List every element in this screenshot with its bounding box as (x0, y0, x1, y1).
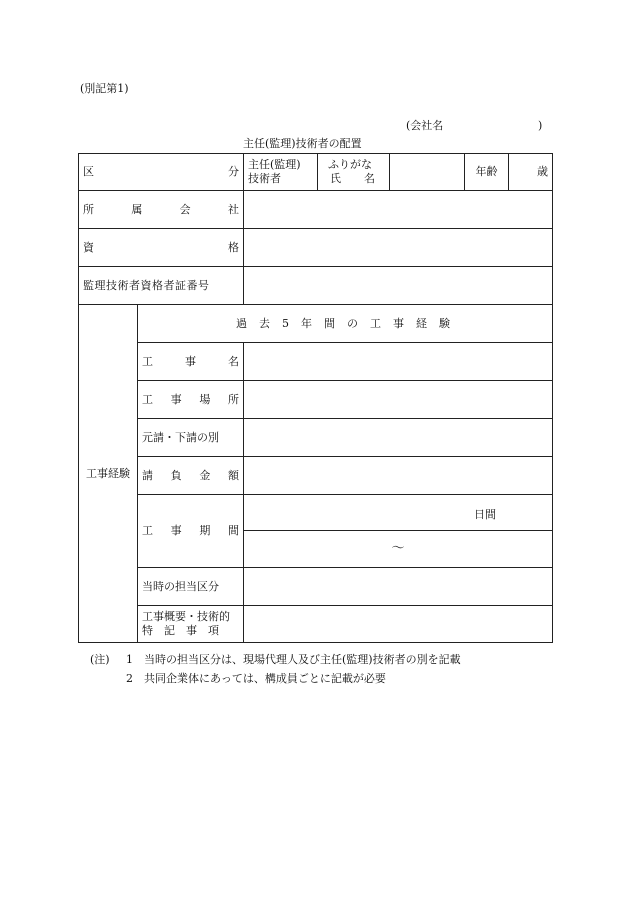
qualification-row (79, 229, 553, 267)
notes (90, 650, 461, 688)
label-char: 請 (142, 468, 153, 482)
name-label-cell (318, 154, 390, 191)
label-char: 会 (179, 202, 191, 216)
note-number: 1 (126, 653, 133, 666)
label-char: 社 (227, 202, 239, 216)
name-char: 名 (364, 172, 375, 185)
name-value-cell[interactable] (390, 154, 465, 191)
period-days-cell[interactable] (244, 495, 553, 531)
label-char: 期 (199, 524, 211, 538)
contract-amount-value[interactable] (244, 457, 553, 495)
company-affiliation-label (79, 191, 244, 229)
project-location-value[interactable] (244, 381, 553, 419)
note-item (90, 650, 461, 669)
contract-type-label: 元請・下請の別 (138, 419, 244, 457)
contract-amount-label (138, 457, 244, 495)
qualification-value[interactable] (244, 229, 553, 267)
note-mark: (注) (90, 653, 110, 666)
engineer-role-cell (244, 154, 318, 191)
label-char: 名 (228, 354, 239, 368)
page-title: 主任(監理)技術者の配置 (243, 137, 362, 150)
document-reference: (別記第1) (80, 82, 129, 95)
past-experience-title: 過去5年間の工事経験 (138, 305, 553, 343)
days-label: 日間 (474, 508, 496, 521)
furigana-label: ふりがな (328, 158, 372, 172)
header-row (79, 154, 553, 191)
name-char: 氏 (330, 172, 341, 185)
summary-line1: 工事概要・技術的 (142, 610, 230, 624)
note-text: 共同企業体にあっては、構成員ごとに記載が必要 (144, 672, 386, 685)
category-char: 区 (83, 165, 94, 179)
label-char: 事 (170, 524, 182, 538)
label-char: 属 (131, 202, 143, 216)
label-char: 額 (227, 468, 239, 482)
company-name-label: (会社名 (406, 119, 444, 132)
company-name-field (406, 119, 543, 132)
age-label: 年齢 (465, 154, 509, 191)
label-char: 事 (185, 354, 196, 368)
company-row (79, 191, 553, 229)
cert-number-label: 監理技術者資格者証番号 (79, 267, 244, 305)
past-title-row (79, 305, 553, 343)
period-label (138, 495, 244, 568)
label-char: 間 (227, 524, 239, 538)
range-mark: ～ (391, 540, 405, 556)
engineer-role-line1: 主任(監理) (248, 158, 301, 172)
label-char: 資 (83, 240, 94, 254)
project-name-row (79, 343, 553, 381)
note-item (90, 669, 461, 688)
label-char: 事 (170, 392, 182, 406)
project-name-label (138, 343, 244, 381)
note-text: 当時の担当区分は、現場代理人及び主任(監理)技術者の別を記載 (144, 653, 461, 666)
category-cell (79, 154, 244, 191)
company-name-close: ) (538, 119, 543, 132)
contract-type-row (79, 419, 553, 457)
project-name-value[interactable] (244, 343, 553, 381)
experience-side-label: 工事経験 (79, 305, 138, 643)
age-unit[interactable]: 歳 (509, 154, 553, 191)
period-range-cell[interactable] (244, 531, 553, 568)
note-number: 2 (126, 672, 133, 685)
label-char: 場 (199, 392, 211, 406)
role-category-row (79, 568, 553, 606)
label-char: 負 (170, 468, 182, 482)
category-char: 分 (228, 165, 239, 179)
label-char: 工 (142, 392, 153, 406)
cert-number-value[interactable] (244, 267, 553, 305)
contract-type-value[interactable] (244, 419, 553, 457)
label-char: 所 (227, 392, 239, 406)
period-row-top (79, 495, 553, 531)
qualification-label (79, 229, 244, 267)
role-category-value[interactable] (244, 568, 553, 606)
summary-row (79, 606, 553, 643)
label-char: 格 (228, 240, 239, 254)
engineer-assignment-table (78, 153, 553, 643)
label-char: 工 (142, 524, 153, 538)
engineer-role-line2: 技術者 (248, 172, 281, 185)
project-location-label (138, 381, 244, 419)
cert-number-row (79, 267, 553, 305)
role-category-label: 当時の担当区分 (138, 568, 244, 606)
label-char: 所 (83, 202, 94, 216)
summary-line2: 特 記 事 項 (142, 624, 219, 637)
label-char: 工 (142, 354, 153, 368)
project-location-row (79, 381, 553, 419)
summary-value[interactable] (244, 606, 553, 643)
contract-amount-row (79, 457, 553, 495)
company-affiliation-value[interactable] (244, 191, 553, 229)
summary-label (138, 606, 244, 643)
label-char: 金 (199, 468, 211, 482)
